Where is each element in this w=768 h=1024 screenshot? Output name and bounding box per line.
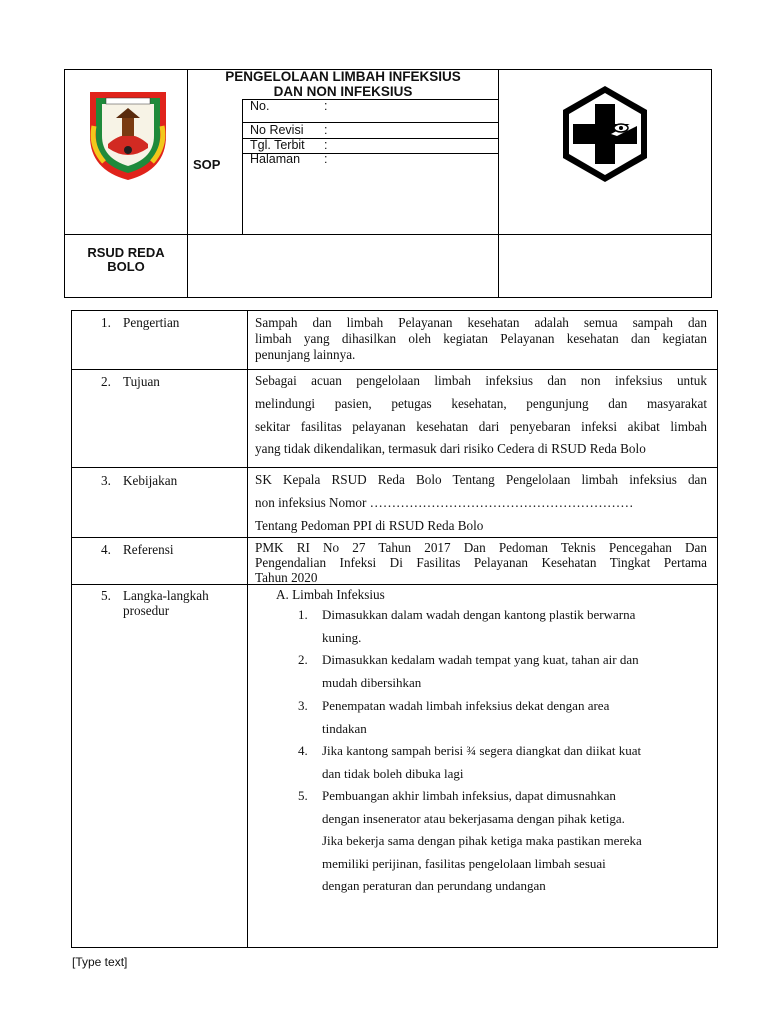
org-line-1: RSUD REDA xyxy=(87,245,165,260)
step-number: 3. xyxy=(298,698,308,713)
step-line: tindakan xyxy=(322,720,367,736)
regional-crest-logo xyxy=(86,86,170,182)
row-4-label: Referensi xyxy=(123,542,174,557)
row-2-line-2: melindungi pasien, petugas kesehatan, pengunjung dan masyarakat xyxy=(255,396,707,411)
step-number: 2. xyxy=(298,652,308,667)
step-number: 5. xyxy=(298,788,308,803)
section-heading: A. Limbah Infeksius xyxy=(276,587,385,602)
row-1-number: 1. xyxy=(101,315,111,330)
title-line-2: DAN NON INFEKSIUS xyxy=(273,84,413,99)
row-5-number: 5. xyxy=(101,588,111,603)
row-4-line-3: Tahun 2020 xyxy=(255,570,318,585)
step-line: dan tidak boleh dibuka lagi xyxy=(322,765,464,781)
row-3-line-1: SK Kepala RSUD Reda Bolo Tentang Pengelolaan limbah infeksius dan xyxy=(255,472,707,487)
row-4-line-2: Pengendalian Infeksi Di Fasilitas Pelayanan Kesehatan Tingkat Pertama xyxy=(255,555,707,570)
field-no xyxy=(250,99,269,114)
field-halaman-colon: : xyxy=(324,152,328,166)
hospital-emblem-logo xyxy=(555,84,655,184)
step-line: mudah dibersihkan xyxy=(322,674,422,690)
row-2-line-1: Sebagai acuan pengelolaan limbah infeksius dan non infeksius untuk xyxy=(255,373,707,388)
row-1-line-3: penunjang lainnya. xyxy=(255,347,356,362)
title-line-1: PENGELOLAAN LIMBAH INFEKSIUS xyxy=(225,69,461,84)
row-3-number: 3. xyxy=(101,473,111,488)
step-line: Dimasukkan dalam wadah dengan kantong plastik berwarna xyxy=(322,607,636,622)
step-number: 4. xyxy=(298,743,308,758)
step-line: Jika bekerja sama dengan pihak ketiga maka pastikan mereka xyxy=(322,833,642,848)
field-tgl-terbit: Tgl. Terbit xyxy=(250,138,305,152)
step-line: Dimasukkan kedalam wadah tempat yang kuat, tahan air dan xyxy=(322,652,639,667)
step-line: Pembuangan akhir limbah infeksius, dapat dimusnahkan xyxy=(322,788,616,803)
sop-label: SOP xyxy=(193,157,221,172)
row-3-line-2: non infeksius Nomor …………………………………………………… xyxy=(255,495,634,510)
row-2-number: 2. xyxy=(101,374,111,389)
row-2-line-3: sekitar fasilitas pelayanan kesehatan dari penyebaran infeksi akibat limbah xyxy=(255,419,707,434)
crest-icon xyxy=(86,86,170,182)
step-line: memiliki perijinan, fasilitas pengelolaan limbah sesuai xyxy=(322,855,606,871)
step-number: 1. xyxy=(298,607,308,622)
row-2-label: Tujuan xyxy=(123,374,160,389)
footer-placeholder: [Type text] xyxy=(72,955,128,969)
row-1-label: Pengertian xyxy=(123,315,180,330)
field-no-revisi: No Revisi xyxy=(250,123,304,137)
step-line: dengan insenerator atau bekerjasama dengan pihak ketiga. xyxy=(322,810,625,826)
field-no-revisi-colon: : xyxy=(324,123,328,137)
field-label: No. xyxy=(250,99,270,113)
step-line: dengan peraturan dan perundang undangan xyxy=(322,878,546,893)
field-halaman: Halaman xyxy=(250,152,301,166)
row-4-number: 4. xyxy=(101,542,111,557)
step-line: kuning. xyxy=(322,629,362,645)
step-line: Penempatan wadah limbah infeksius dekat dengan area xyxy=(322,698,610,713)
row-3-line-3: Tentang Pedoman PPI di RSUD Reda Bolo xyxy=(255,518,484,533)
row-2-line-4: yang tidak dikendalikan, termasuk dari risiko Cedera di RSUD Reda Bolo xyxy=(255,441,646,456)
row-1-line-1: Sampah dan limbah Pelayanan kesehatan adalah semua sampah dan xyxy=(255,315,707,330)
row-1-line-2: limbah yang dihasilkan oleh kegiatan Pelayanan kesehatan dan kegiatan xyxy=(255,331,707,346)
organization-name xyxy=(65,246,187,274)
row-5-label-line-1: Langka-langkah xyxy=(123,588,209,603)
row-4-line-1: PMK RI No 27 Tahun 2017 Dan Pedoman Teknis Pencegahan Dan xyxy=(255,540,707,555)
row-3-label: Kebijakan xyxy=(123,473,178,488)
field-tgl-terbit-colon: : xyxy=(324,138,328,152)
org-line-2: BOLO xyxy=(107,259,145,274)
medical-cross-icon xyxy=(555,84,655,184)
field-no-colon: : xyxy=(324,99,328,113)
row-5-label-line-2: prosedur xyxy=(123,603,170,618)
step-line: Jika kantong sampah berisi ¾ segera diangkat dan diikat kuat xyxy=(322,743,642,758)
document-title xyxy=(188,69,498,99)
